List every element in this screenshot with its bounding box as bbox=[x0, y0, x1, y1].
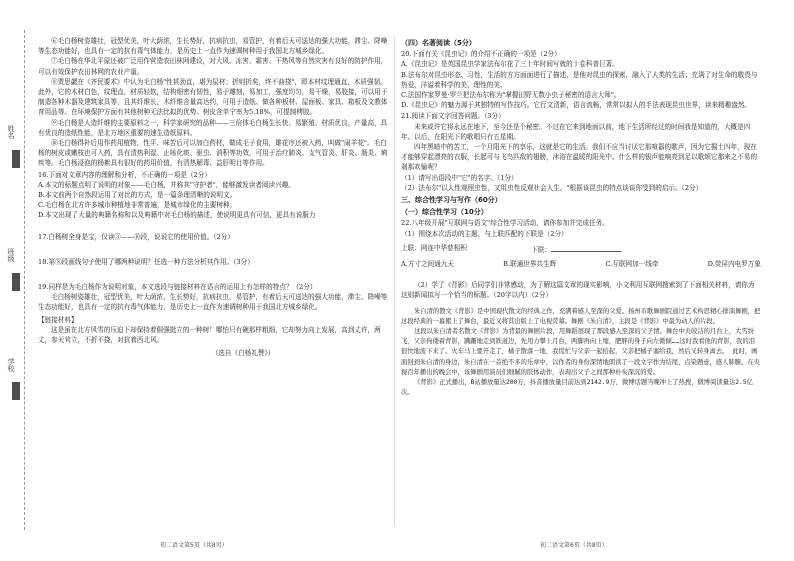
question-22-2: （2）学了《背影》后同学们非常感动，为了解这篇文章的现实影响，小文利用互联网搜索到了下面相关材料，请你为这则新闻拟写一个恰当的标题。（20字以内）（2分） bbox=[401, 281, 755, 300]
paragraph-9: ⑨毛白杨是人造纤维的主要原料之一，科学家研究的品种——三倍体毛白杨生长快、易繁殖、材质优良，产量高，具有优良的造纸性能，是北方地区重要的速生造纸原料。 bbox=[38, 118, 388, 137]
binding-strip bbox=[0, 0, 32, 561]
link-material-text: 这是虽在北方风雪的压迫下却保持着倔强挺立的一种树！哪怕只有碗那样粗细，它却努力向上发展，高到丈许，两丈，参天耸立，不折不挠，对抗着西北风。 bbox=[38, 325, 381, 345]
passage-quote-2: 四年黑暗中的苦工，一个月阳光下的享乐，这就是它的生活。我们不应当讨厌它那喧嚣的歌声，因为它掘土四年，现在才能够穿起漂亮的衣服，长起可与飞鸟匹敌的翅膀，沐浴在温暖的阳光中。什么样的钹声能响亮到足以歌颂它那来之不易的刹那欢愉呢？ bbox=[401, 143, 758, 172]
news-paragraph-3: 《背影》正式播出，B站播放量达200万，抖音播放量目前达到2142.9万，微博话题当晚冲上了热搜，微博阅读量达2.5亿次。 bbox=[401, 379, 753, 397]
question-21: 21.阅读下面文字回答问题。（3分） bbox=[401, 112, 505, 121]
passage-quote-1: 未来或许它将永远在地下，至今还是个秘密。不过在它来到地面以前，地下生活所经过的时间我是知道的，大概是四年。以后，在阳光下的歌唱只有五星期。 bbox=[401, 122, 751, 141]
couplet-lower-wrap bbox=[531, 243, 621, 255]
binding-mark bbox=[12, 150, 20, 168]
couplet-options bbox=[401, 259, 761, 269]
question-20-option-d: D.《昆虫记》的魅力源于其独特的写作技巧。它行文清新，语言流畅，常常以拟人的手法表现昆虫世界，读来精趣盎然。 bbox=[401, 101, 752, 110]
paragraph-10: ⑩毛白杨得补后用作药用植物，性平、味苦后可以加白药材，做成毛子食用，雄花序还被入药，叫做"闹羊花"。毛白杨的树皮或嫩枝也可入药，具有清热利湿、止咳化痰、驱虫、消积等功效，可用于治疗肺炎、支气管炎、肝炎、肠炎、痢疾等。毛白杨浸泡的杨絮具有很好的药用价值，有清热解毒、益肝明目等作用。 bbox=[38, 139, 388, 168]
link-material-source: （选自《白杨礼赞》） bbox=[211, 349, 275, 358]
answer-space[interactable] bbox=[38, 267, 388, 281]
question-19: 19.同样是为毛白杨作为说明对象，本文选段与链接材料在语言的运用上有怎样的特点？（2分） bbox=[38, 283, 317, 292]
question-16-option-b: B.本文前两个自然段运用了对比的方式，是一篇条理清晰的说明文。 bbox=[38, 191, 237, 200]
page-6 bbox=[401, 36, 761, 399]
news-paragraph-2: 这段以朱自清者名散文《背影》为背景的舞剧片段，用舞蹈展现了那段感人至深的父子情。舞台中央皎洁的月台上，大雪纷飞，父亲佝偻着背影，蹒跚地走到铁道边，先用力攀上月台，两脚再向上缩，肥胖的身子向左微倾……这时我看他的背影，我的泪很快地流下来了。火车马上要开走了，橘子散落一地，我慌忙与父亲一起拾起，父亲把橘子塞给我，然后又转身离去。 此时，画面回到朱自清的身边，朱自清在一首绝不多的乐章中，以作者的身份深情地朗读了一段文字作为结尾，点染题意，感人肺腑。在央视百年播出的晚会中，该舞剧用演员们细腻的肢体动作，表现出父子之间那种朴实深沉的爱。 bbox=[401, 328, 760, 376]
footer-page-5: 初二语文第5页（共8页） bbox=[160, 542, 228, 549]
question-20: 20.下面有关《昆虫记》的介绍不正确的一项是（2分） bbox=[401, 50, 561, 59]
paragraph-8: ⑧贾思勰在《齐民要术》中认为毛白杨"性甚劲直，堪为屋材；折则折矣，终不曲挠"，即本材纹理通直，木质强韧。此外，它的木材白色，纹理直，材质轻软，结构细密有韧性，易于雕刻，易加工，强度均匀，易干燥，易胶接，可以用于制造各种木器及建筑家具等，且其纤维长，木纤维含量高达约，可用于造纸、做各种板材、屋面板、家具、箱板及文教体育用品等。在环境保护方面有其他树种无法比拟的优势。树皮含单宁率为5.18%，可提制栲胶。 bbox=[38, 77, 388, 117]
question-22: 22.八年级开展"互联网与语文"综合性学习活动，请你参加并完成任务。 bbox=[401, 219, 609, 228]
question-16-option-a: A.本文的标题点明了说明的对象——毛白杨，并称其"守护者"，能够激发读者阅读兴趣。 bbox=[38, 180, 295, 189]
binding-mark bbox=[12, 273, 20, 291]
paragraph-6: ⑥毛白杨树姿雄壮，冠型优美，叶大荫浓，生长势好，抗病抗虫，易管护，有着后天可送达的强大功能，滞尘、降噪等生态功能好，也具有一定的抗有毒气体能力，是历史上一直作为速调树种用于我国北方城乡绿化。 bbox=[38, 37, 388, 56]
couplet-row bbox=[401, 243, 621, 255]
section-a-heading: （一）综合性学习（10分） bbox=[401, 208, 488, 217]
news-paragraph-1: 朱自清的散文《背影》是中国现代散文的经典之作，充满着感人至深的父爱。扬州市歌舞剧院通过艺术构思精心排演舞剧，把这段经典的一幕搬上了舞台，最近又将其出版上了电视荧幕。舞剧《朱自清》，主段是《背影》中最为动人的片段。 bbox=[401, 307, 761, 325]
couplet-lower-blank[interactable] bbox=[551, 243, 621, 252]
name-label: 姓名 bbox=[7, 125, 15, 139]
section-4-heading: （四）名著阅读（5分） bbox=[401, 39, 476, 47]
question-22-1: （1）围绕本次活动的主题，与上联匹配的下联是（2分） bbox=[401, 229, 568, 238]
compare-excerpt: 毛白杨树姿雄壮，冠型优美，叶大荫浓，生长势好，抗病抗虫，易管护，有着后天可送达的强大功能，滞尘、降噪等生态功能好，也具有一定的抗有毒气体能力，是历史上一直作为速调树种用于我国北方城乡绿化。 bbox=[38, 293, 388, 312]
question-16-option-c: C.毛白杨在北方许多城市种植地非常普遍，是城市绿化的主要树种。 bbox=[38, 201, 237, 210]
footer-page-6: 初二语文第6页（共8页） bbox=[540, 542, 608, 549]
school-label: 学校 bbox=[7, 358, 15, 372]
question-20-option-b: B.法布尔对昆虫形态、习性，生活的方方面面进行了描述，是他对昆虫的探索，融入了人类的生活；充满了对生命的敬畏与热爱，洋溢着科学的美、理性的美、 bbox=[401, 70, 758, 89]
answer-space[interactable] bbox=[38, 221, 388, 231]
question-21-1: （1）请写出语段中"它"的名字。（1分） bbox=[401, 173, 518, 182]
binding-dash-line bbox=[24, 30, 25, 530]
question-16: 16.下面对文章内容的理解和分析，不正确的一项是（2分） bbox=[38, 170, 211, 179]
question-17: 17.白杨树全身是宝，仅读③——⑩段，说说它的使用价值。（2分） bbox=[38, 232, 235, 241]
couplet-option-b[interactable]: B.联通世界共生辉 bbox=[503, 260, 557, 269]
answer-space[interactable] bbox=[38, 242, 388, 256]
couplet-option-d[interactable]: D.荧屏内电罗万象 bbox=[707, 260, 761, 269]
question-20-option-a: A.《昆虫记》是英国昆虫学家法布尔花了三十年时间写就的十卷科普巨著。 bbox=[401, 60, 619, 69]
couplet-option-a[interactable]: A.方寸之间通九天 bbox=[401, 260, 455, 269]
question-16-option-d: D.本文出现了大量的典籍名称和以及典籍中对毛白杨的描述，使说明更具有可信，更具有说服力 bbox=[38, 211, 316, 220]
page-divider bbox=[394, 36, 395, 526]
couplet-upper: 上联：网连中华慈相积 bbox=[401, 243, 467, 252]
class-label: 班级 bbox=[7, 248, 15, 262]
answer-space[interactable] bbox=[401, 272, 761, 280]
binding-mark bbox=[12, 382, 20, 400]
question-18: 18.第⑧段画线句子使用了哪两种说明？任选一种方法分析其作用。（3分） bbox=[38, 257, 254, 266]
couplet-option-c[interactable]: C.互联网加一线牵 bbox=[605, 260, 659, 269]
question-20-option-c: C.法国作家罗曼·罗兰把法布尔称为"掌握田野无数小虫子秘密的语言大师"。 bbox=[401, 91, 621, 100]
couplet-lower-label: 下联： bbox=[531, 245, 551, 254]
question-21-2: （2）法布尔"以人性观照虫性，又用虫性反观社会人生。"根据该昆虫的特点谈谈你受到的启示。（2分） bbox=[401, 183, 703, 192]
link-material-title: 【链接材料】 bbox=[38, 315, 78, 324]
section-3-heading: 三、综合性学习与写作（60分） bbox=[401, 196, 502, 205]
paragraph-7: ⑦毛白杨在华北平原还被广泛用作营造农田林网建设，对大风、冻害、霜害、干热风等自然灾害有良好的防护作用，可以有效保护农田林网的农业产量。 bbox=[38, 57, 388, 76]
page-5 bbox=[38, 36, 388, 358]
